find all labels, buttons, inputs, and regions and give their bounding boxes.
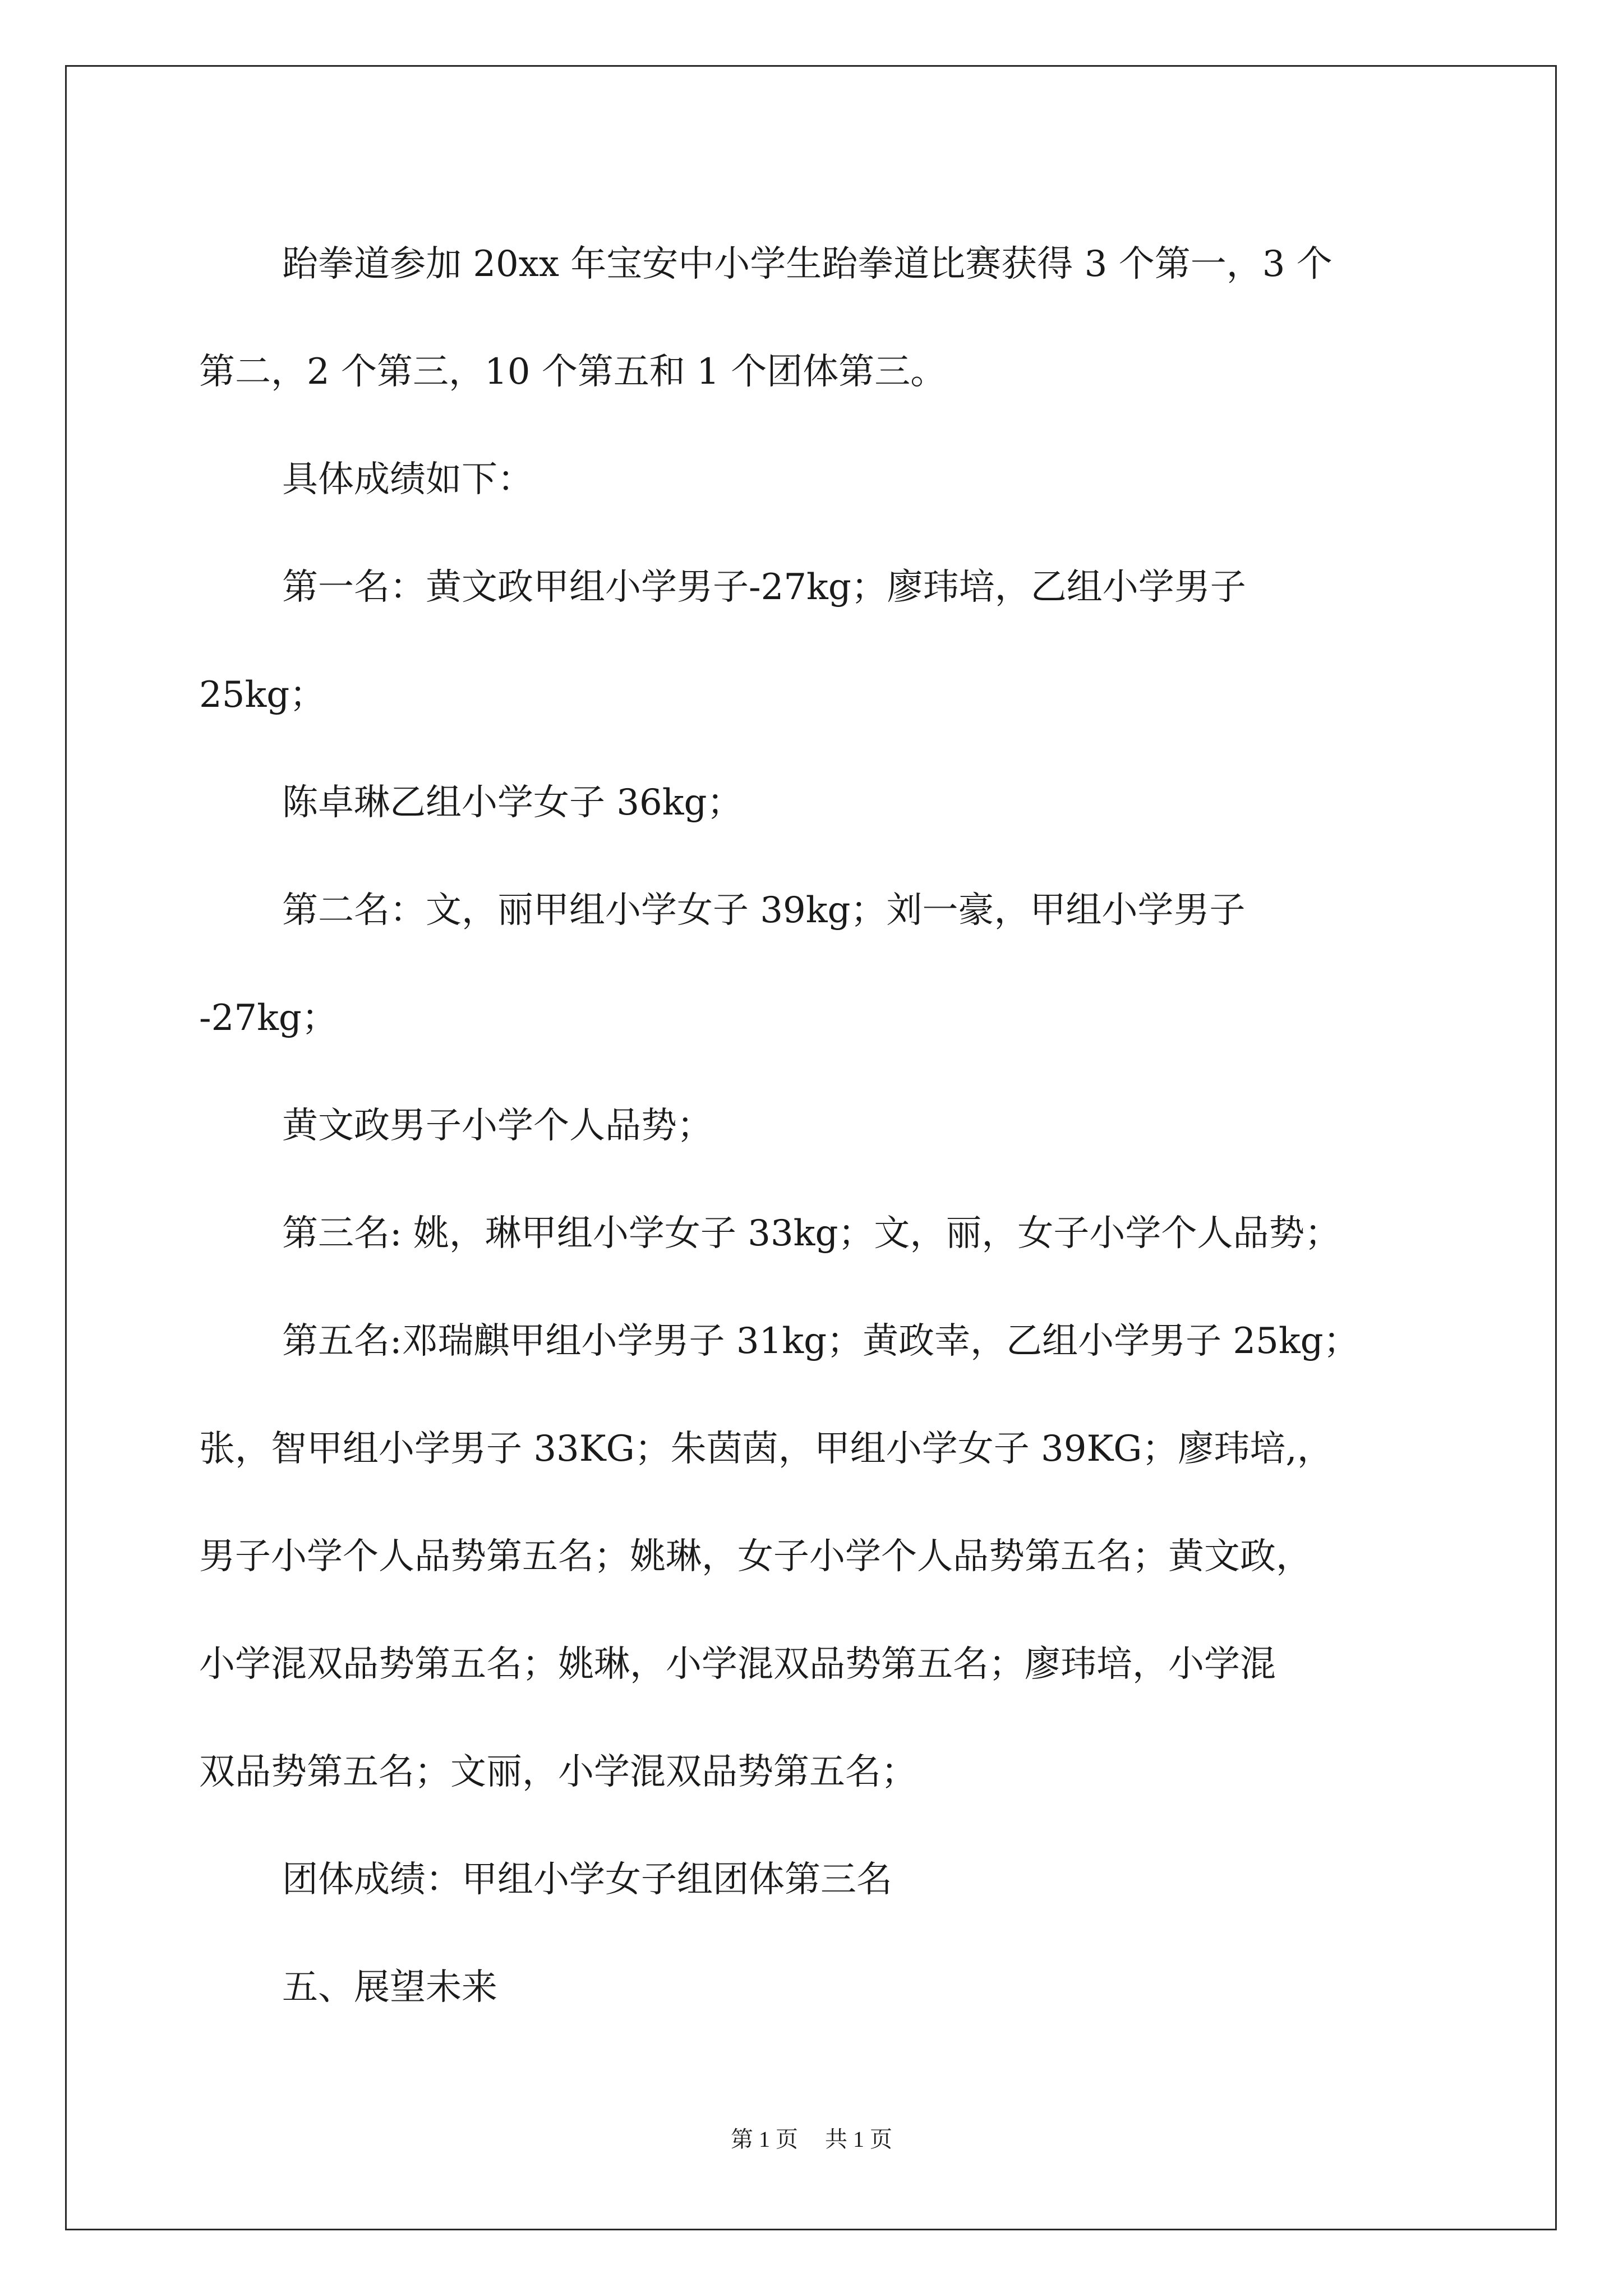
page-footer xyxy=(0,2122,1623,2154)
text-line: -27kg； xyxy=(199,997,338,1039)
text-line: 小学混双品势第五名；姚琳，小学混双品势第五名；廖玮培，小学混 xyxy=(199,1644,1276,1685)
text-line: 第五名:邓瑞麒甲组小学男子 31kg；黄政幸，乙组小学男子 25kg； xyxy=(282,1320,1359,1362)
text-line: 黄文政男子小学个人品势； xyxy=(282,1105,713,1147)
text-line: 男子小学个人品势第五名；姚琳，女子小学个人品势第五名；黄文政， xyxy=(199,1536,1312,1577)
text-line: 跆拳道参加 20xx 年宝安中小学生跆拳道比赛获得 3 个第一，3 个 xyxy=(282,243,1332,285)
text-line: 张，智甲组小学男子 33KG；朱茵茵，甲组小学女子 39KG；廖玮培,， xyxy=(199,1428,1333,1470)
text-line: 第二名：文，丽甲组小学女子 39kg；刘一豪，甲组小学男子 xyxy=(282,890,1246,931)
page-number: 第 1 页 xyxy=(731,2127,798,2152)
document-body xyxy=(199,210,1433,2041)
text-line: 25kg； xyxy=(199,674,326,716)
text-line: 双品势第五名；文丽，小学混双品势第五名； xyxy=(199,1751,917,1793)
text-line: 第一名：黄文政甲组小学男子-27kg；廖玮培，乙组小学男子 xyxy=(282,567,1246,608)
text-line: 具体成绩如下： xyxy=(282,459,533,500)
text-line: 第三名: 姚，琳甲组小学女子 33kg；文，丽，女子小学个人品势； xyxy=(282,1213,1341,1254)
page-total: 共 1 页 xyxy=(825,2127,892,2152)
text-line: 第二，2 个第三，10 个第五和 1 个团体第三。 xyxy=(199,351,947,393)
text-line: 团体成绩：甲组小学女子组团体第三名 xyxy=(282,1859,892,1901)
section-heading: 五、展望未来 xyxy=(282,1967,497,2008)
text-line: 陈卓琳乙组小学女子 36kg； xyxy=(282,782,743,823)
